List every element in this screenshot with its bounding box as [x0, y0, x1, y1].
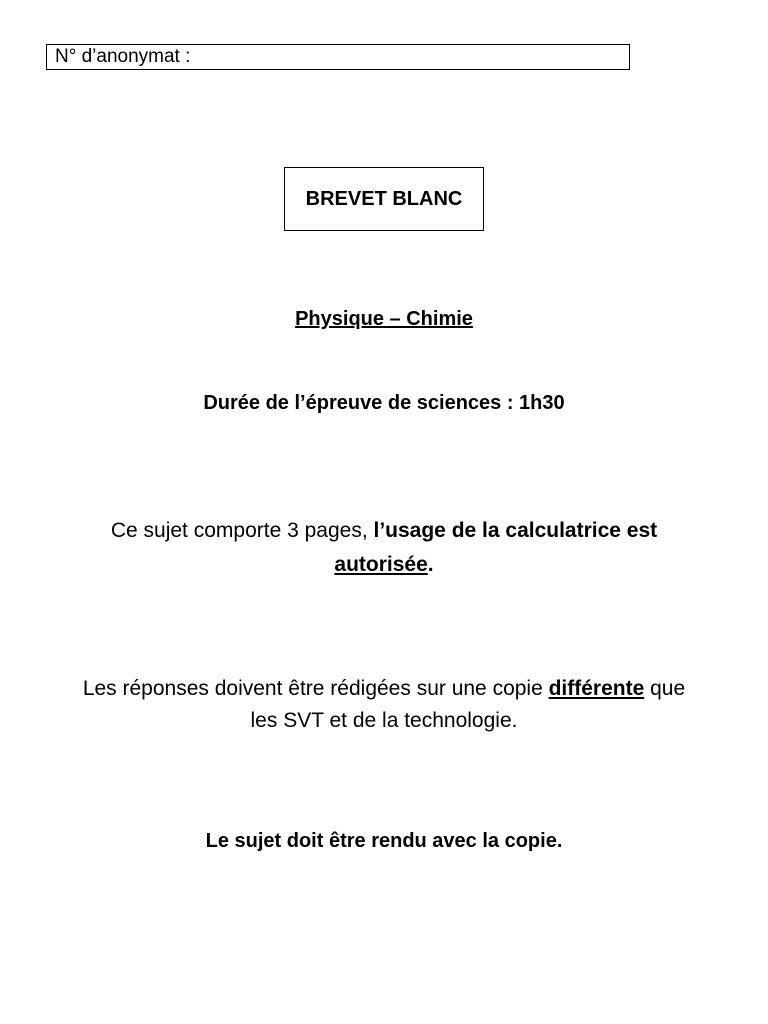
answers-note-text-start: Les réponses doivent être rédigées sur une copie [82, 677, 549, 700]
return-subject-note: Le sujet doit être rendu avec la copie. [205, 830, 563, 852]
anonymity-number-label: N° d’anonymat : [55, 46, 191, 67]
answers-note-text-end: les SVT et de la technologie. [250, 709, 518, 732]
different-sheet-emphasis: différente [548, 677, 645, 700]
answers-note-text-mid: que [644, 677, 686, 700]
pages-calculator-note [0, 514, 768, 582]
anonymity-number-field[interactable] [46, 44, 630, 70]
calculator-authorized-text: autorisée [334, 553, 428, 576]
exam-title: BREVET BLANC [305, 187, 463, 210]
calculator-usage-text: l’usage de la calculatrice est [373, 519, 658, 542]
pages-count-text: Ce sujet comporte 3 pages, [110, 519, 374, 542]
answers-sheet-note [0, 673, 768, 737]
exam-title-box [284, 167, 484, 231]
exam-duration: Durée de l’épreuve de sciences : 1h30 [203, 392, 565, 414]
pages-note-period: . [427, 553, 434, 576]
exam-subject: Physique – Chimie [295, 308, 473, 330]
